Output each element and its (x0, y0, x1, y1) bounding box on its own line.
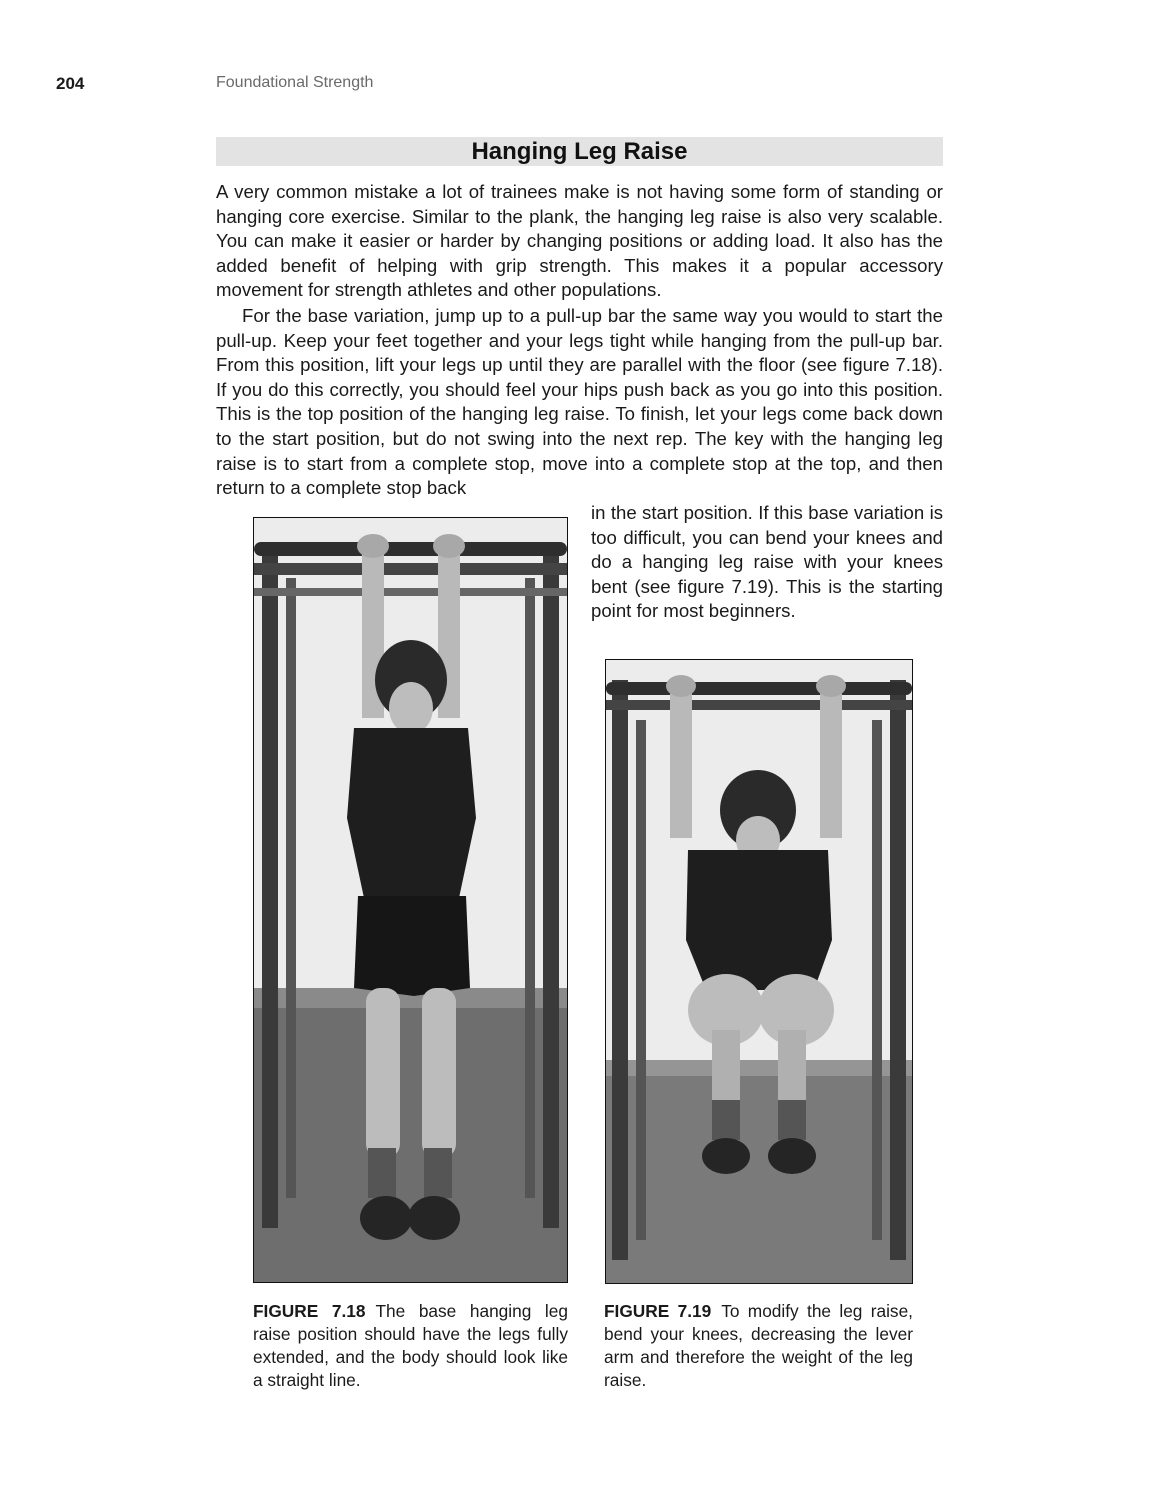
figure-7-19-caption (604, 1300, 913, 1392)
paragraph-base-variation-continued: in the start position. If this base variation is too difficult, you can bend your knees and do a hanging leg raise with your knees bent (see figure 7.19). This is the starting point for most beginners. (591, 502, 943, 622)
section-heading-bar (216, 137, 943, 166)
section-title: Hanging Leg Raise (471, 138, 688, 165)
paragraph-intro: A very common mistake a lot of trainees make is not having some form of standing or hanging core exercise. Similar to the plank, the hanging leg raise is also very scalable. You can make it easier or harder by changing positions or adding load. It also has the added benefit of helping with grip strength. This makes it a popular accessory movement for strength athletes and other populations. (216, 181, 943, 301)
running-head (0, 74, 1159, 98)
running-title: Foundational Strength (216, 74, 374, 91)
page-number: 204 (56, 74, 85, 93)
figure-7-19-caption-text: To modify the leg raise, bend your knees, decreasing the lever arm and therefore the weight of the leg raise. (604, 1301, 913, 1390)
figure-7-19-label: FIGURE 7.19 (604, 1301, 712, 1321)
figure-7-18-caption-text: The base hanging leg raise position should have the legs fully extended, and the body should look like a straight line. (253, 1301, 568, 1390)
hanging-bent-knees-illustration (606, 660, 912, 1283)
figure-7-18-caption (253, 1300, 568, 1392)
hanging-straight-legs-illustration (254, 518, 567, 1282)
paragraph-base-variation: For the base variation, jump up to a pull-up bar the same way you would to start the pull-up. Keep your feet together and your legs tight while hanging from the pull-up bar. From this position, lift your legs up until they are parallel with the floor (see figure 7.18). If you do this correctly, you should feel your hips push back as you go into this position. This is the top position of the hanging leg raise. To finish, let your legs come back down to the start position, but do not swing into the next rep. The key with the hanging leg raise is to start from a complete stop, move into a complete stop at the top, and then return to a complete stop back (216, 305, 943, 499)
figure-7-18-label: FIGURE 7.18 (253, 1301, 366, 1321)
figure-7-19-photo (605, 659, 913, 1284)
figure-7-18-photo (253, 517, 568, 1283)
